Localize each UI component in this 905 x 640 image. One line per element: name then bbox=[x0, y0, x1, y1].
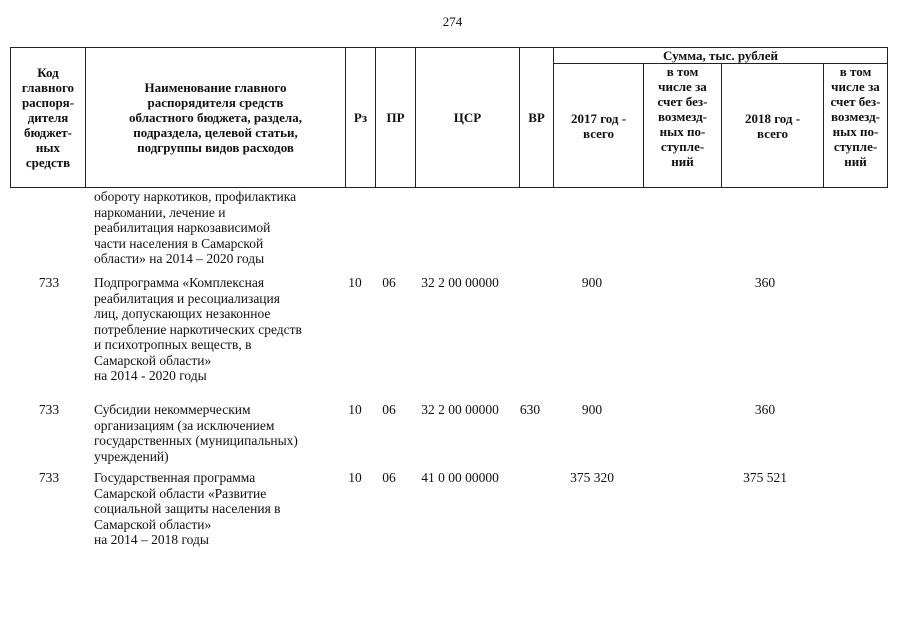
row-sum-2018: 360 bbox=[754, 402, 776, 417]
row-sum-2017: 900 bbox=[581, 402, 603, 417]
row-code: 733 bbox=[38, 275, 60, 290]
table-header bbox=[10, 47, 888, 188]
row-vr: 630 bbox=[519, 402, 541, 417]
row-rz: 10 bbox=[348, 275, 362, 290]
header-rz: Рз bbox=[346, 48, 376, 188]
header-csr: ЦСР bbox=[416, 48, 520, 188]
row-sum-2017: 375 320 bbox=[570, 470, 614, 485]
header-vr: ВР bbox=[520, 48, 554, 188]
header-code: Код главного распоря- дителя бюджет- ных средств bbox=[11, 48, 86, 188]
row-rz: 10 bbox=[348, 470, 362, 485]
row-sum-2018: 375 521 bbox=[743, 470, 787, 485]
row-csr: 41 0 00 00000 bbox=[421, 470, 499, 485]
row-sum-2018: 360 bbox=[754, 275, 776, 290]
row-code: 733 bbox=[38, 470, 60, 485]
page-number: 274 bbox=[442, 14, 463, 29]
header-pr: ПР bbox=[376, 48, 416, 188]
row-sum-2017: 900 bbox=[581, 275, 603, 290]
header-sum-title: Сумма, тыс. рублей bbox=[554, 48, 888, 64]
header-name: Наименование главного распорядителя средств областного бюджета, раздела, подраздела, целевой статьи, подгруппы видов расходов bbox=[86, 48, 346, 188]
header-2017-grants: в том числе за счет без- возмезд- ных по- ступле- ний bbox=[644, 64, 722, 188]
header-2018-total: 2018 год - всего bbox=[722, 64, 824, 188]
row-csr: 32 2 00 00000 bbox=[421, 402, 499, 417]
row-name: Субсидии некоммерческим организациям (за исключением государственных (муниципальных) учреждений) bbox=[94, 402, 298, 464]
row-pr: 06 bbox=[382, 470, 396, 485]
continuation-text: обороту наркотиков, профилактика наркомании, лечение и реабилитация наркозависимой части населения в Самарской области» на 2014 – 2020 годы bbox=[94, 189, 297, 266]
row-pr: 06 bbox=[382, 275, 396, 290]
row-name: Государственная программа Самарской области «Развитие социальной защиты населения в Самарской области» на 2014 – 2018 годы bbox=[94, 470, 281, 547]
row-name: Подпрограмма «Комплексная реабилитация и ресоциализация лиц, допускающих незаконное потребление наркотических средств и психотропных веществ, в Самарской области» на 2014 - 2020 годы bbox=[94, 275, 302, 383]
header-2017-total: 2017 год - всего bbox=[554, 64, 644, 188]
row-csr: 32 2 00 00000 bbox=[421, 275, 499, 290]
row-pr: 06 bbox=[382, 402, 396, 417]
row-rz: 10 bbox=[348, 402, 362, 417]
row-code: 733 bbox=[38, 402, 60, 417]
header-2018-grants: в том числе за счет без- возмезд- ных по- ступле- ний bbox=[824, 64, 888, 188]
